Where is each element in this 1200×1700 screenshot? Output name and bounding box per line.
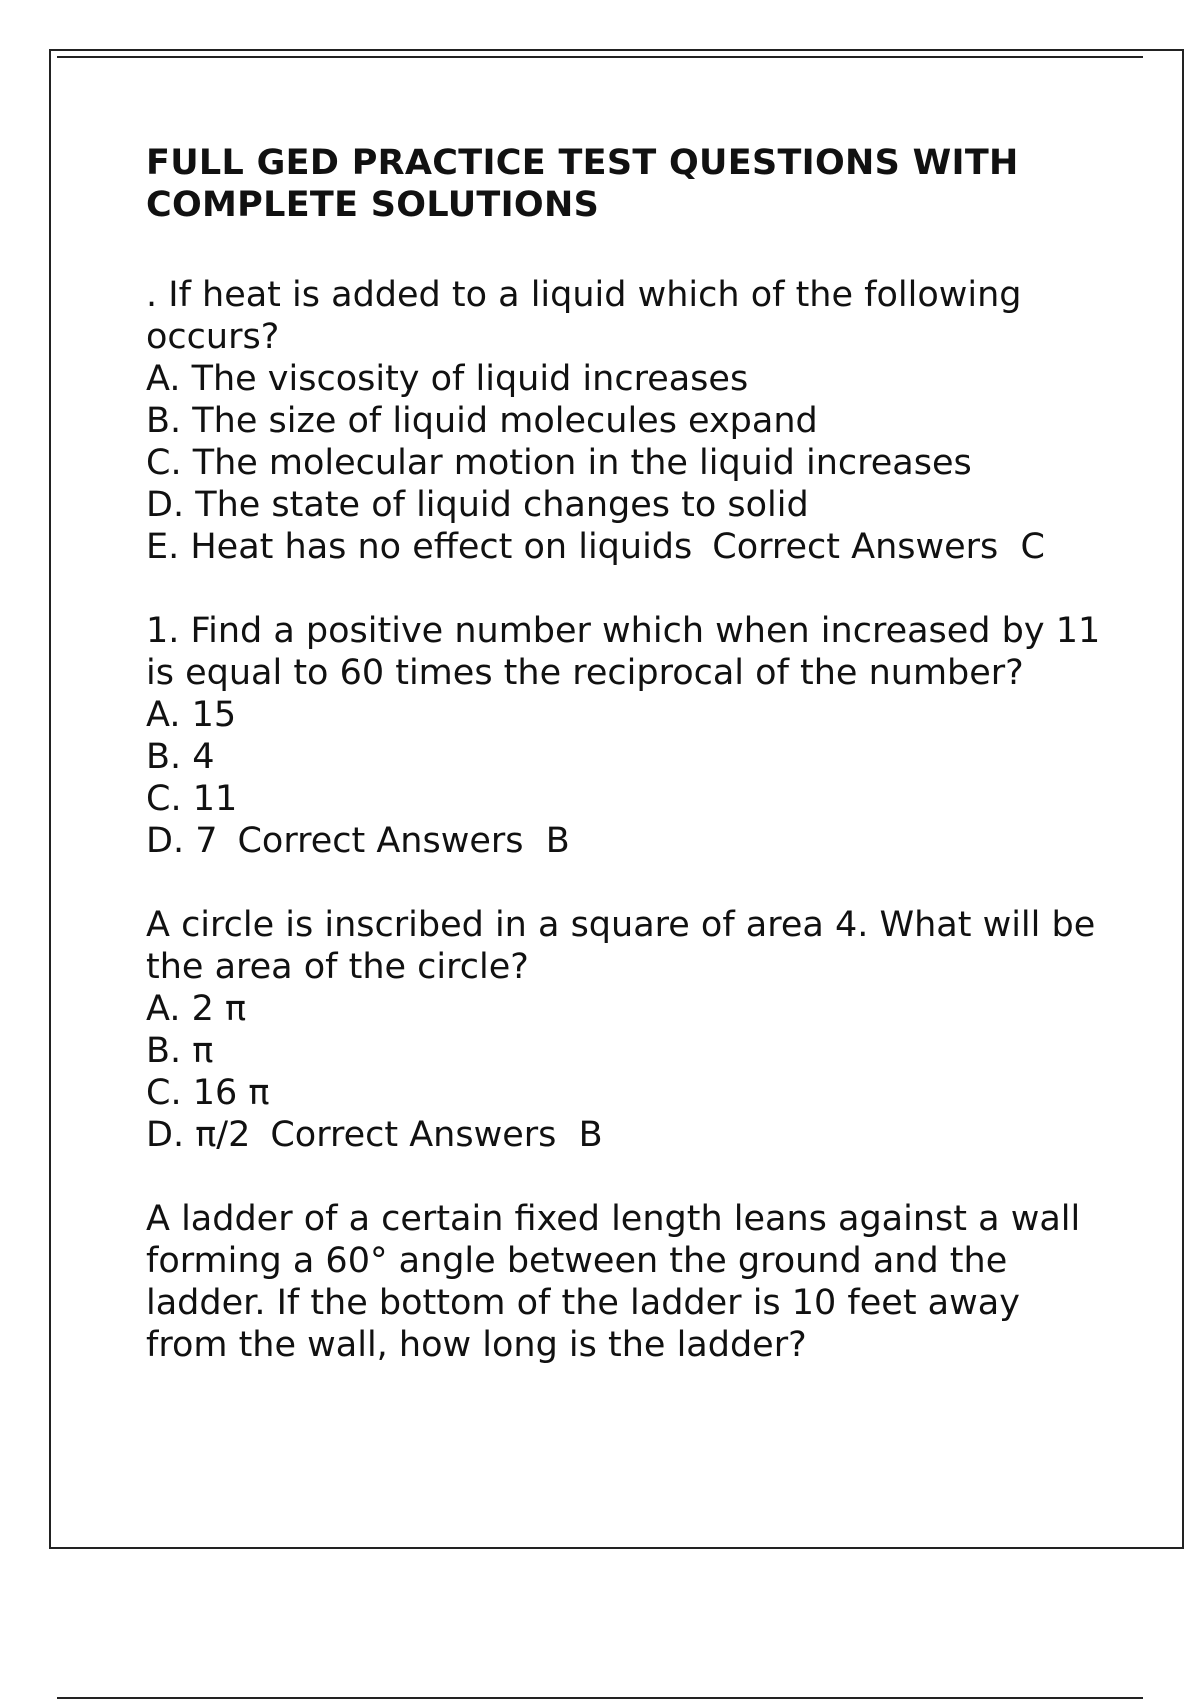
question-block bbox=[146, 1198, 1106, 1366]
correct-answer-label: Correct Answers bbox=[712, 527, 999, 567]
answer-option: B. The size of liquid molecules expand bbox=[146, 401, 818, 441]
answer-option-with-answer bbox=[146, 1114, 1106, 1156]
answer-option: C. 11 bbox=[146, 779, 238, 819]
answer-option: A. 2 π bbox=[146, 989, 247, 1029]
answer-option: B. π bbox=[146, 1031, 214, 1071]
answer-option: E. Heat has no effect on liquids bbox=[146, 527, 693, 567]
answer-option-with-answer bbox=[146, 526, 1106, 568]
top-rule bbox=[57, 56, 1143, 58]
question-block bbox=[146, 610, 1106, 862]
answer-option: D. π/2 bbox=[146, 1115, 251, 1155]
answer-option: D. The state of liquid changes to solid bbox=[146, 485, 809, 525]
question-block bbox=[146, 274, 1106, 568]
correct-answer-value: B bbox=[578, 1115, 603, 1155]
answer-option: A. The viscosity of liquid increases bbox=[146, 359, 749, 399]
answer-option: B. 4 bbox=[146, 737, 215, 777]
question-text: A ladder of a certain fixed length leans against a wall forming a 60° angle between the ground and the ladder. If the bottom of the ladder is 10 feet away from the wall, how long is the ladder? bbox=[146, 1199, 1081, 1365]
correct-answer-value: C bbox=[1020, 527, 1045, 567]
answer-option-with-answer bbox=[146, 820, 1106, 862]
question-text: . If heat is added to a liquid which of the following occurs? bbox=[146, 275, 1022, 357]
bottom-rule bbox=[57, 1697, 1143, 1699]
correct-answer-value: B bbox=[545, 821, 570, 861]
answer-option: C. The molecular motion in the liquid increases bbox=[146, 443, 972, 483]
answer-option: C. 16 π bbox=[146, 1073, 270, 1113]
document-title: FULL GED PRACTICE TEST QUESTIONS WITH COMPLETE SOLUTIONS bbox=[146, 143, 1019, 225]
question-text: 1. Find a positive number which when increased by 11 is equal to 60 times the reciprocal of the number? bbox=[146, 611, 1101, 693]
correct-answer-label: Correct Answers bbox=[237, 821, 524, 861]
correct-answer-label: Correct Answers bbox=[270, 1115, 557, 1155]
answer-option: D. 7 bbox=[146, 821, 218, 861]
answer-option: A. 15 bbox=[146, 695, 237, 735]
document-content bbox=[146, 142, 1106, 1408]
question-text: A circle is inscribed in a square of area 4. What will be the area of the circle? bbox=[146, 905, 1096, 987]
question-block bbox=[146, 904, 1106, 1156]
